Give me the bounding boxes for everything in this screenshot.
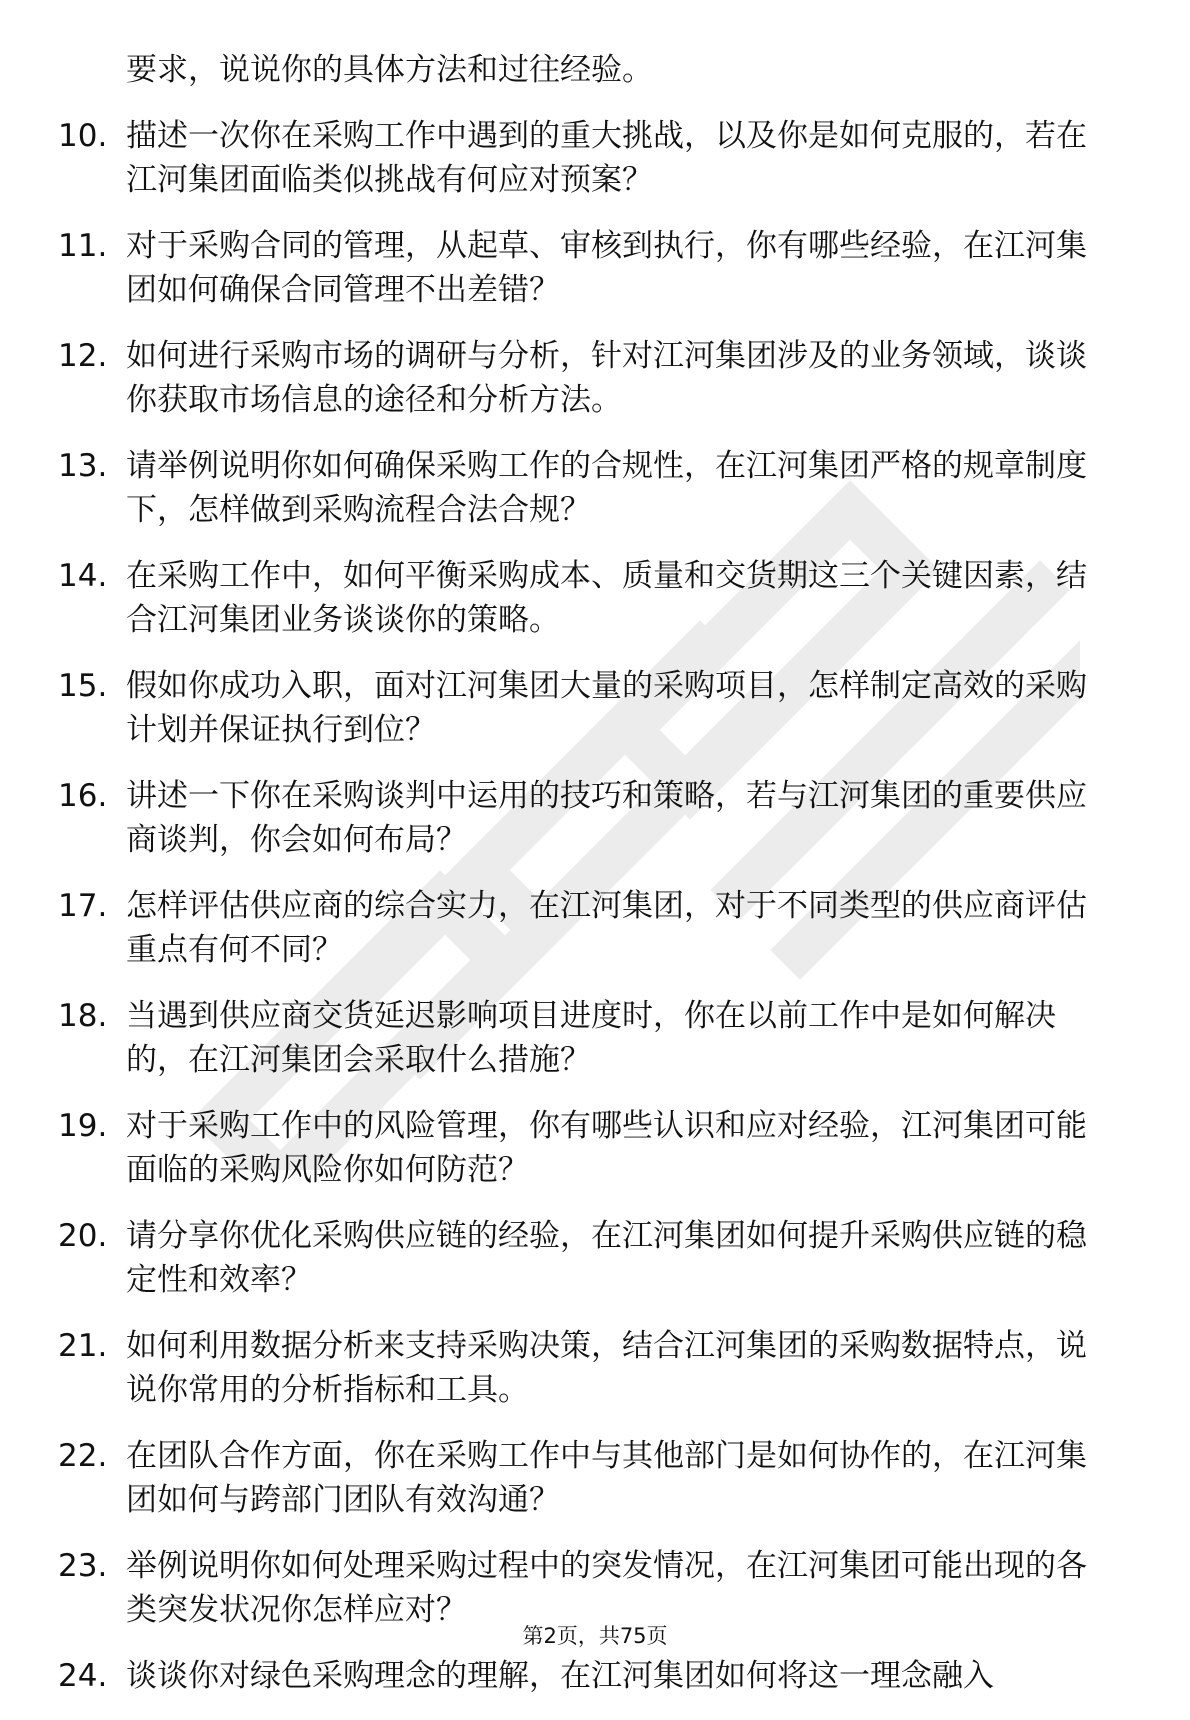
question-text: 对于采购工作中的风险管理，你有哪些认识和应对经验，江河集团可能面临的采购风险你如何防范？ <box>126 1108 1087 1188</box>
question-text: 怎样评估供应商的综合实力，在江河集团，对于不同类型的供应商评估重点有何不同？ <box>126 888 1087 968</box>
question-text: 对于采购合同的管理，从起草、审核到执行，你有哪些经验，在江河集团如何确保合同管理不出差错？ <box>126 228 1087 308</box>
question-number: 13. <box>58 448 108 484</box>
question-text: 描述一次你在采购工作中遇到的重大挑战，以及你是如何克服的，若在江河集团面临类似挑战有何应对预案？ <box>126 118 1087 198</box>
question-number: 22. <box>58 1438 108 1474</box>
continuation-text: 要求，说说你的具体方法和过往经验。 <box>126 52 653 88</box>
question-number: 17. <box>58 888 108 924</box>
list-item <box>0 334 1190 422</box>
question-number: 16. <box>58 778 108 814</box>
list-item <box>0 664 1190 752</box>
list-item <box>0 554 1190 642</box>
question-number: 21. <box>58 1328 108 1364</box>
question-text: 讲述一下你在采购谈判中运用的技巧和策略，若与江河集团的重要供应商谈判，你会如何布局？ <box>126 778 1087 858</box>
list-item <box>0 774 1190 862</box>
question-text: 请分享你优化采购供应链的经验，在江河集团如何提升采购供应链的稳定性和效率？ <box>126 1218 1087 1298</box>
question-text: 当遇到供应商交货延迟影响项目进度时，你在以前工作中是如何解决的，在江河集团会采取什么措施？ <box>126 998 1056 1078</box>
list-item <box>0 1214 1190 1302</box>
question-number: 14. <box>58 558 108 594</box>
question-number: 20. <box>58 1218 108 1254</box>
question-number: 12. <box>58 338 108 374</box>
list-item <box>0 1324 1190 1412</box>
question-text: 请举例说明你如何确保采购工作的合规性，在江河集团严格的规章制度下，怎样做到采购流程合法合规？ <box>126 448 1087 528</box>
question-number: 19. <box>58 1108 108 1144</box>
question-number: 23. <box>58 1548 108 1584</box>
list-item <box>0 994 1190 1082</box>
question-text: 谈谈你对绿色采购理念的理解，在江河集团如何将这一理念融入 <box>126 1658 994 1694</box>
question-text: 如何利用数据分析来支持采购决策，结合江河集团的采购数据特点，说说你常用的分析指标和工具。 <box>126 1328 1087 1408</box>
list-item <box>0 1434 1190 1522</box>
question-number: 10. <box>58 118 108 154</box>
page-footer: 第2页，共75页 <box>522 1624 668 1648</box>
list-item <box>0 1544 1190 1632</box>
list-item <box>0 114 1190 202</box>
question-list <box>0 48 1190 1720</box>
question-text: 在采购工作中，如何平衡采购成本、质量和交货期这三个关键因素，结合江河集团业务谈谈你的策略。 <box>126 558 1087 638</box>
question-number: 15. <box>58 668 108 704</box>
list-item <box>0 1104 1190 1192</box>
list-item <box>0 444 1190 532</box>
list-item <box>0 224 1190 312</box>
question-number: 24. <box>58 1658 108 1694</box>
question-number: 18. <box>58 998 108 1034</box>
question-number: 11. <box>58 228 108 264</box>
list-item <box>0 884 1190 972</box>
question-text: 如何进行采购市场的调研与分析，针对江河集团涉及的业务领域，谈谈你获取市场信息的途径和分析方法。 <box>126 338 1087 418</box>
question-text: 假如你成功入职，面对江河集团大量的采购项目，怎样制定高效的采购计划并保证执行到位？ <box>126 668 1087 748</box>
question-text: 在团队合作方面，你在采购工作中与其他部门是如何协作的，在江河集团如何与跨部门团队有效沟通？ <box>126 1438 1087 1518</box>
list-item <box>0 1654 1190 1698</box>
question-text: 举例说明你如何处理采购过程中的突发情况，在江河集团可能出现的各类突发状况你怎样应对？ <box>126 1548 1087 1628</box>
